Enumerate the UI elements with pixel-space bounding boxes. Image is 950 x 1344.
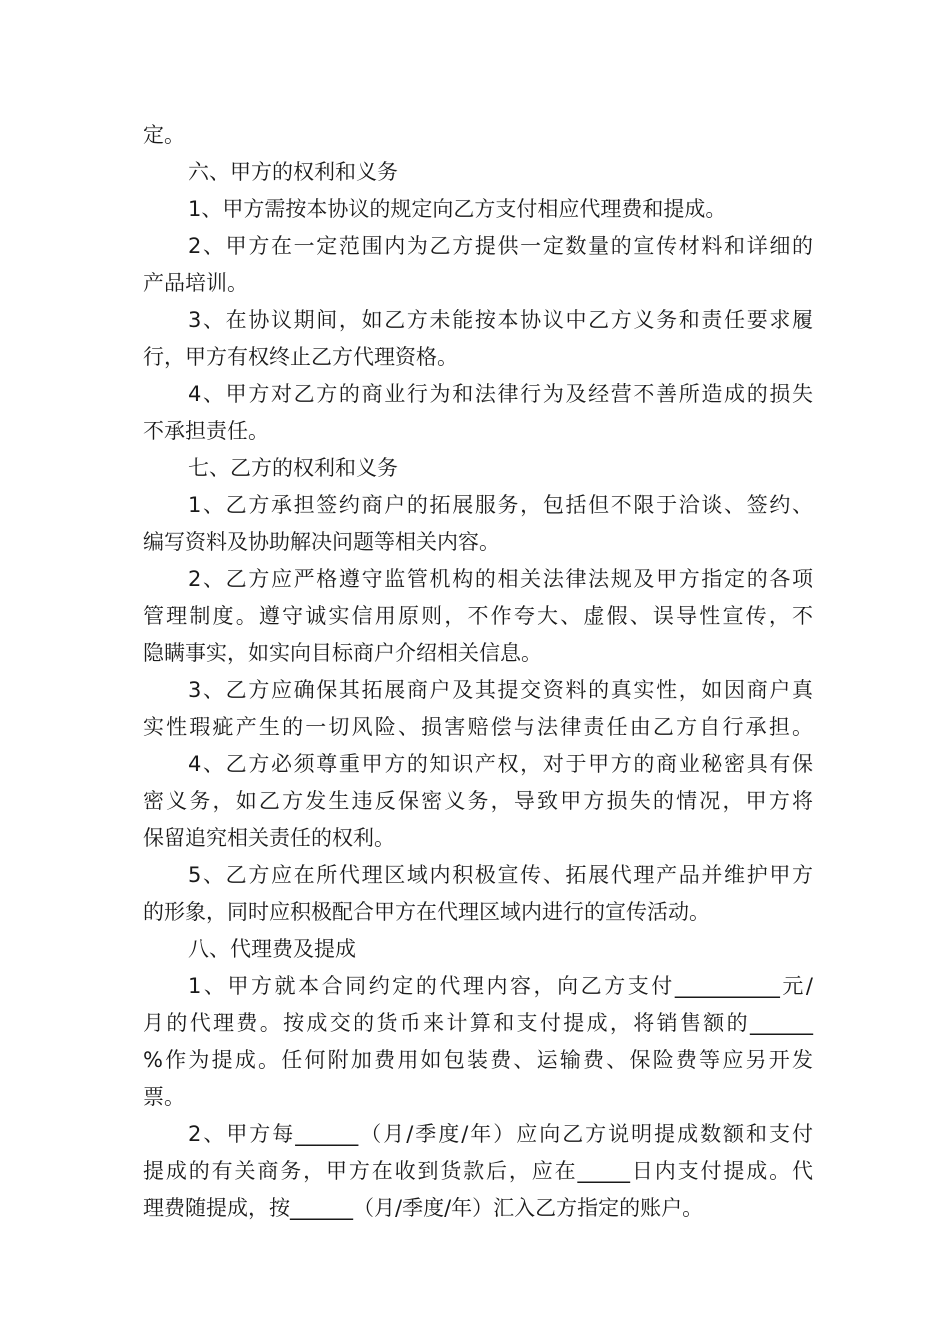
- text-line: 4、乙方必须尊重甲方的知识产权，对于甲方的商业秘密具有保: [188, 752, 813, 776]
- text-line: 隐瞒事实，如实向目标商户介绍相关信息。: [143, 641, 542, 665]
- text-line: 2、甲方每______（月/季度/年）应向乙方说明提成数额和支付: [188, 1122, 813, 1146]
- text-line: 1、甲方需按本协议的规定向乙方支付相应代理费和提成。: [188, 197, 727, 221]
- section-heading: 八、代理费及提成: [188, 937, 356, 961]
- section-heading: 七、乙方的权利和义务: [188, 456, 398, 480]
- text-line: 编写资料及协助解决问题等相关内容。: [143, 530, 500, 554]
- text-line: 2、甲方在一定范围内为乙方提供一定数量的宣传材料和详细的: [188, 234, 813, 258]
- text-line: 管理制度。遵守诚实信用原则，不作夸大、虚假、误导性宣传，不: [143, 604, 813, 628]
- text-line: 3、乙方应确保其拓展商户及其提交资料的真实性，如因商户真: [188, 678, 813, 702]
- text-line: 产品培训。: [143, 271, 248, 295]
- text-line: 1、甲方就本合同约定的代理内容，向乙方支付__________元/: [188, 974, 813, 998]
- text-line: 2、乙方应严格遵守监管机构的相关法律法规及甲方指定的各项: [188, 567, 813, 591]
- text-line: 提成的有关商务，甲方在收到货款后，应在_____日内支付提成。代: [143, 1159, 813, 1183]
- text-line: 理费随提成，按______（月/季度/年）汇入乙方指定的账户。: [143, 1196, 704, 1220]
- text-line: 不承担责任。: [143, 419, 269, 443]
- text-line: 实性瑕疵产生的一切风险、损害赔偿与法律责任由乙方自行承担。: [143, 715, 813, 739]
- text-line: 保留追究相关责任的权利。: [143, 826, 395, 850]
- text-line: %作为提成。任何附加费用如包装费、运输费、保险费等应另开发: [143, 1048, 813, 1072]
- text-line: 5、乙方应在所代理区域内积极宣传、拓展代理产品并维护甲方: [188, 863, 813, 887]
- section-heading: 六、甲方的权利和义务: [188, 160, 398, 184]
- text-line: 3、在协议期间，如乙方未能按本协议中乙方义务和责任要求履: [188, 308, 813, 332]
- text-line: 月的代理费。按成交的货币来计算和支付提成，将销售额的______: [143, 1011, 813, 1035]
- text-line: 4、甲方对乙方的商业行为和法律行为及经营不善所造成的损失: [188, 382, 813, 406]
- text-line: 密义务，如乙方发生违反保密义务，导致甲方损失的情况，甲方将: [143, 789, 813, 813]
- text-line: 行，甲方有权终止乙方代理资格。: [143, 345, 458, 369]
- text-line: 定。: [143, 123, 185, 147]
- text-line: 的形象，同时应积极配合甲方在代理区域内进行的宣传活动。: [143, 900, 710, 924]
- text-line: 1、乙方承担签约商户的拓展服务，包括但不限于洽谈、签约、: [188, 493, 813, 517]
- text-line: 票。: [143, 1085, 185, 1109]
